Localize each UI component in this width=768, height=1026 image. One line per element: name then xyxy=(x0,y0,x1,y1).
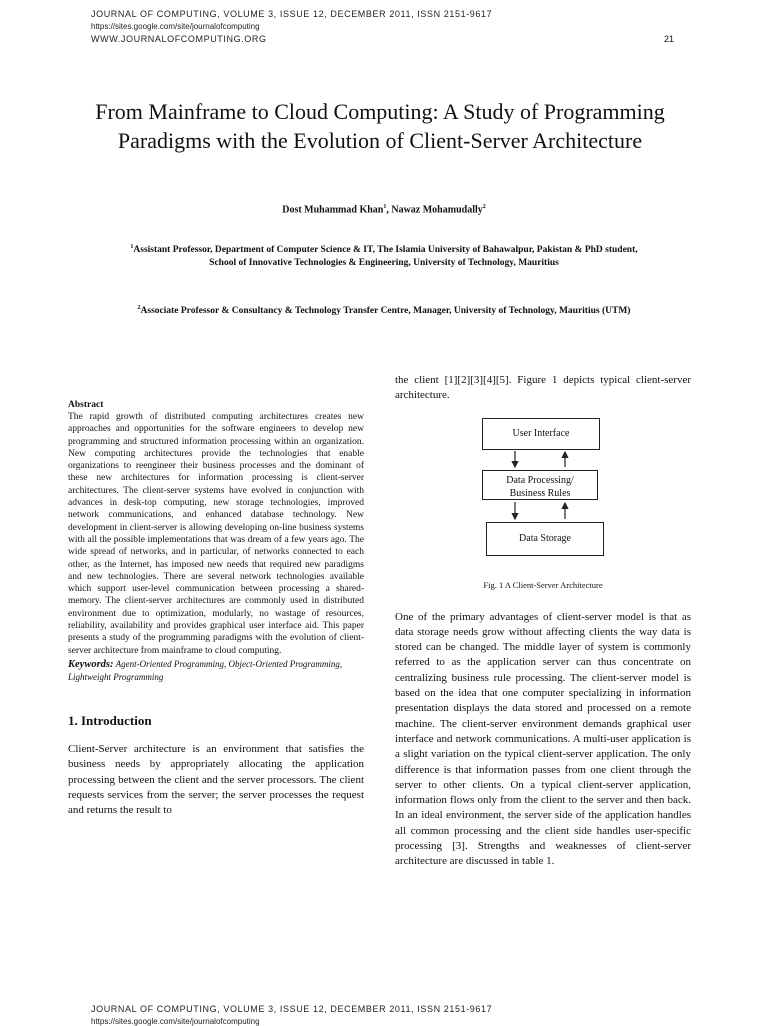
author-superscript: 1 xyxy=(383,204,387,210)
continuation-paragraph: the client [1][2][3][4][5]. Figure 1 depicts typical client-server architecture. xyxy=(395,374,691,402)
affiliation-superscript: 1 xyxy=(130,244,134,250)
author-superscript: 2 xyxy=(482,204,486,210)
affiliation-superscript: 2 xyxy=(137,305,141,311)
abstract-body: The rapid growth of distributed computing architectures creates new approaches and opportunities for the software engineers to develop new programming and structured information processing within an organization. New computing architectures provide the technologies that enable organizations to reengineer their business processes and the dominant of these new architectures for information processing is client-server architectures. The client-server systems have evolved in conjunction with advances in desk-top computing, new storage technologies, improved network communications, and enhanced database technology. New development in client-server is allowing developing on-line business systems with all the possible implementations that was dream of a few years ago. The wide spread of networks, and in particular, of networks connected to each other, as the Internet, has imposed new needs that required new paradigms and new technologies. There are several network technologies available which support user-level communication between processing a shared-memory. The client-server architectures are commonly used in distributed environment due to optimization, modularly, no wastage of resources, reliability, availability and provides graphical user interface aid. This paper presents a study of the programming paradigms with the evolution of client-server architecture from mainframe to cloud computing. xyxy=(68,412,364,656)
affiliation-text: School of Innovative Technologies & Engineering, University of Technology, Mauritius xyxy=(209,258,559,269)
footer-url[interactable]: https://sites.google.com/site/journalofcomputing xyxy=(91,1017,260,1026)
author-list xyxy=(0,204,768,215)
user-interface-box xyxy=(482,418,600,450)
figure-caption: Fig. 1 A Client-Server Architecture xyxy=(483,579,603,590)
box-label: Business Rules xyxy=(509,487,571,499)
box-label: Data Processing/ xyxy=(506,474,574,486)
box-label: User Interface xyxy=(512,427,570,439)
author-name: Dost Muhammad Khan xyxy=(282,204,384,216)
main-paragraph: One of the primary advantages of client-server model is that as data storage needs grow without affecting clients the way data is stored can be changed. The middle layer of system is commonly referred to as the application server can thus concentrate on centralizing business rule processing. The client-server model is based on the idea that one computer specializing in information presentation displays the data stored and processed on a remote machine. The client-server environment demands graphical user interface and network communications. A multi-user application is a slight variation on the typical client-server application. The only difference is that information passes from one client through the server to other clients. On a typical client-server application, information flows only from the client to the server and then back. In an ideal environment, the server side of the application handles all common processing and the client side handles user-specific processing [3]. Strengths and weaknesses of client-server architecture are discussed in table 1. xyxy=(395,610,691,868)
journal-url[interactable]: https://sites.google.com/site/journalofcomputing xyxy=(91,22,260,31)
author-name: Nawaz Mohamudally xyxy=(391,204,483,216)
abstract-heading: Abstract xyxy=(68,400,104,410)
box-label: Data Storage xyxy=(519,532,571,544)
journal-footer: JOURNAL OF COMPUTING, VOLUME 3, ISSUE 12, DECEMBER 2011, ISSN 2151-9617 xyxy=(91,1004,493,1014)
section-heading: 1. Introduction xyxy=(68,712,152,728)
journal-site[interactable]: WWW.JOURNALOFCOMPUTING.ORG xyxy=(91,34,267,44)
right-column xyxy=(395,373,691,870)
data-storage-box xyxy=(486,522,604,556)
affiliation-1 xyxy=(40,241,728,270)
author-separator: , xyxy=(386,204,392,216)
left-column xyxy=(68,399,364,818)
affiliation-text: Assistant Professor, Department of Computer Science & IT, The Islamia University of Bahawalpur, Pakistan & PhD student, xyxy=(133,245,638,256)
affiliation-2 xyxy=(40,305,728,316)
keywords xyxy=(68,658,364,684)
keywords-text: Agent-Oriented Programming, Object-Oriented Programming, Lightweight Programming xyxy=(68,658,343,682)
journal-header: JOURNAL OF COMPUTING, VOLUME 3, ISSUE 12, DECEMBER 2011, ISSN 2151-9617 xyxy=(91,9,493,19)
data-processing-box xyxy=(482,470,598,500)
keywords-label: Keywords: xyxy=(68,658,114,670)
intro-paragraph: Client-Server architecture is an environment that satisfies the business needs by appropriately allocating the application processing between the client and the server processors. The client requests services from the server; the server processes the request and returns the result to xyxy=(68,742,364,817)
paper-title: From Mainframe to Cloud Computing: A Study of Programming Paradigms with the Evolution of Client-Server Architecture xyxy=(95,99,665,153)
page-number: 21 xyxy=(664,34,675,44)
affiliation-text: Associate Professor & Consultancy & Technology Transfer Centre, Manager, University of Technology, Mauritius (UTM) xyxy=(140,306,631,317)
client-server-figure xyxy=(395,418,691,568)
